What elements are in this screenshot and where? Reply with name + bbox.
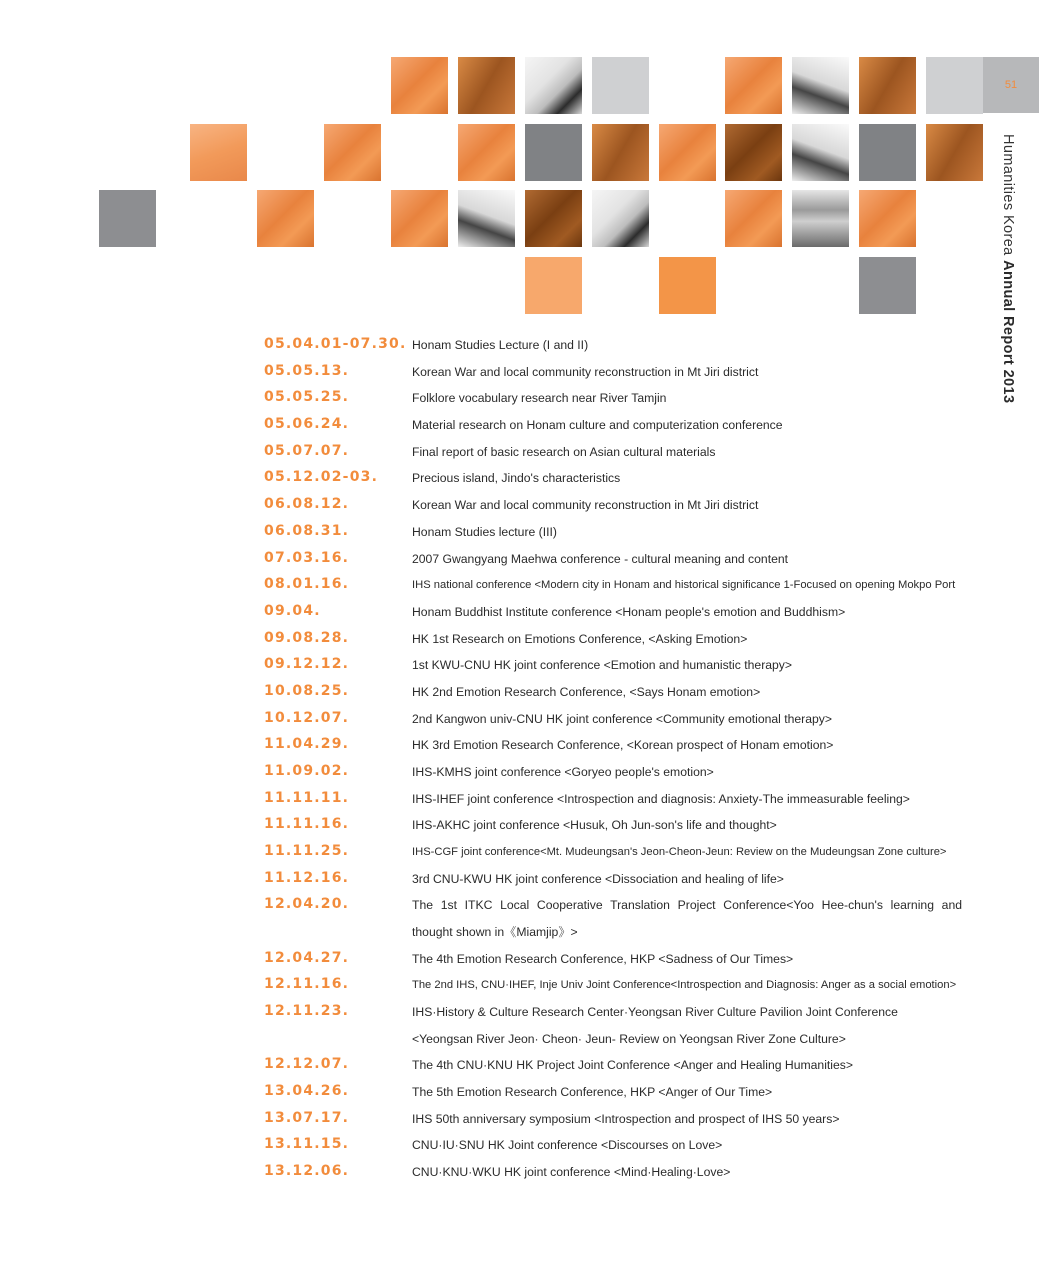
- event-date: 05.04.01-07.30.: [264, 336, 407, 352]
- event-date: 09.12.12.: [264, 656, 350, 672]
- event-title: HK 1st Research on Emotions Conference, <Asking Emotion>: [412, 632, 748, 646]
- event-title: Honam Studies lecture (III): [412, 525, 557, 539]
- event-title: CNU·IU·SNU HK Joint conference <Discourses on Love>: [412, 1138, 723, 1152]
- event-date: 13.11.15.: [264, 1136, 350, 1152]
- event-date: 11.09.02.: [264, 763, 350, 779]
- mosaic-tile: [859, 190, 916, 247]
- mosaic-tile: [859, 257, 916, 314]
- event-date: 12.11.16.: [264, 976, 350, 992]
- event-title: HK 3rd Emotion Research Conference, <Korean prospect of Honam emotion>: [412, 738, 834, 752]
- event-title: Precious island, Jindo's characteristics: [412, 471, 621, 485]
- event-title: Material research on Honam culture and computerization conference: [412, 418, 783, 432]
- event-title: The 4th Emotion Research Conference, HKP <Sadness of Our Times>: [412, 952, 794, 966]
- event-date: 05.06.24.: [264, 416, 350, 432]
- event-date: 12.12.07.: [264, 1056, 350, 1072]
- event-date: 11.11.16.: [264, 816, 350, 832]
- page-number: 51: [983, 57, 1039, 113]
- event-title: HK 2nd Emotion Research Conference, <Says Honam emotion>: [412, 685, 761, 699]
- event-date: 11.11.11.: [264, 790, 350, 806]
- event-date: 06.08.12.: [264, 496, 350, 512]
- event-title: 3rd CNU-KWU HK joint conference <Dissociation and healing of life>: [412, 872, 784, 886]
- event-title: IHS·History & Culture Research Center·Yeongsan River Culture Pavilion Joint Conference: [412, 1005, 898, 1019]
- event-title: IHS-AKHC joint conference <Husuk, Oh Jun-son's life and thought>: [412, 818, 777, 832]
- mosaic-tile: [792, 57, 849, 114]
- event-date: 10.08.25.: [264, 683, 350, 699]
- photo-mosaic: [0, 0, 1039, 320]
- event-title: CNU·KNU·WKU HK joint conference <Mind·Healing·Love>: [412, 1165, 731, 1179]
- event-title: The 5th Emotion Research Conference, HKP <Anger of Our Time>: [412, 1085, 773, 1099]
- mosaic-tile: [99, 190, 156, 247]
- mosaic-tile: [792, 124, 849, 181]
- running-title-light: Humanities Korea: [1000, 134, 1016, 261]
- mosaic-tile: [592, 124, 649, 181]
- mosaic-tile: [525, 57, 582, 114]
- mosaic-tile: [525, 124, 582, 181]
- event-date: 11.04.29.: [264, 736, 350, 752]
- event-title-continuation: <Yeongsan River Jeon· Cheon· Jeun- Review on Yeongsan River Zone Culture>: [412, 1032, 846, 1046]
- mosaic-tile: [926, 124, 983, 181]
- mosaic-tile: [725, 190, 782, 247]
- event-date: 05.05.25.: [264, 389, 350, 405]
- mosaic-tile: [659, 124, 716, 181]
- event-title: Honam Studies Lecture (I and II): [412, 338, 589, 352]
- event-title: Folklore vocabulary research near River Tamjin: [412, 391, 667, 405]
- event-title: Korean War and local community reconstruction in Mt Jiri district: [412, 498, 759, 512]
- mosaic-tile: [391, 57, 448, 114]
- mosaic-tile: [458, 57, 515, 114]
- mosaic-tile: [725, 57, 782, 114]
- event-date: 13.04.26.: [264, 1083, 350, 1099]
- running-title-bold: Annual Report 2013: [1000, 260, 1016, 404]
- event-date: 07.03.16.: [264, 550, 350, 566]
- event-title: The 4th CNU·KNU HK Project Joint Conference <Anger and Healing Humanities>: [412, 1058, 853, 1072]
- mosaic-tile: [257, 190, 314, 247]
- mosaic-tile: [458, 124, 515, 181]
- event-title: IHS national conference <Modern city in Honam and historical significance 1-Focused on opening Mokpo Port: [412, 579, 956, 591]
- event-date: 11.11.25.: [264, 843, 350, 859]
- event-title: 2nd Kangwon univ-CNU HK joint conference <Community emotional therapy>: [412, 712, 833, 726]
- event-date: 05.05.13.: [264, 363, 350, 379]
- mosaic-tile: [190, 124, 247, 181]
- mosaic-tile: [458, 190, 515, 247]
- event-title: IHS-IHEF joint conference <Introspection and diagnosis: Anxiety-The immeasurable feeling>: [412, 792, 910, 806]
- mosaic-tile: [725, 124, 782, 181]
- event-title: IHS-CGF joint conference<Mt. Mudeungsan's Jeon-Cheon-Jeun: Review on the Mudeungsan Zone culture>: [412, 846, 947, 858]
- event-title: Korean War and local community reconstruction in Mt Jiri district: [412, 365, 759, 379]
- event-title: Honam Buddhist Institute conference <Honam people's emotion and Buddhism>: [412, 605, 846, 619]
- event-date: 10.12.07.: [264, 710, 350, 726]
- event-date: 05.07.07.: [264, 443, 350, 459]
- mosaic-tile: [391, 190, 448, 247]
- event-date: 09.04.: [264, 603, 321, 619]
- event-date: 12.11.23.: [264, 1003, 350, 1019]
- mosaic-tile: [324, 124, 381, 181]
- mosaic-tile: [659, 257, 716, 314]
- mosaic-tile: [592, 57, 649, 114]
- event-title: IHS-KMHS joint conference <Goryeo people's emotion>: [412, 765, 714, 779]
- event-date: 09.08.28.: [264, 630, 350, 646]
- event-date: 13.12.06.: [264, 1163, 350, 1179]
- event-date: 06.08.31.: [264, 523, 350, 539]
- event-date: 13.07.17.: [264, 1110, 350, 1126]
- event-title: The 2nd IHS, CNU·IHEF, Inje Univ Joint Conference<Introspection and Diagnosis: Anger as a social emotion>: [412, 979, 957, 991]
- event-date: 12.04.27.: [264, 950, 350, 966]
- event-title: 2007 Gwangyang Maehwa conference - cultural meaning and content: [412, 552, 789, 566]
- mosaic-tile: [525, 190, 582, 247]
- event-title: IHS 50th anniversary symposium <Introspection and prospect of IHS 50 years>: [412, 1112, 840, 1126]
- event-title: Final report of basic research on Asian cultural materials: [412, 445, 716, 459]
- mosaic-tile: [859, 124, 916, 181]
- event-date: 08.01.16.: [264, 576, 350, 592]
- running-title: [1000, 134, 1016, 403]
- event-title: The 1st ITKC Local Cooperative Translation Project Conference<Yoo Hee-chun's learning and thought shown in《Miamjip》>: [412, 898, 962, 939]
- event-date: 05.12.02-03.: [264, 469, 379, 485]
- mosaic-tile: [859, 57, 916, 114]
- event-title: 1st KWU-CNU HK joint conference <Emotion and humanistic therapy>: [412, 658, 793, 672]
- mosaic-tile: [525, 257, 582, 314]
- mosaic-tile: [926, 57, 983, 114]
- event-date: 12.04.20.: [264, 896, 350, 912]
- mosaic-tile: [592, 190, 649, 247]
- event-date: 11.12.16.: [264, 870, 350, 886]
- mosaic-tile: [792, 190, 849, 247]
